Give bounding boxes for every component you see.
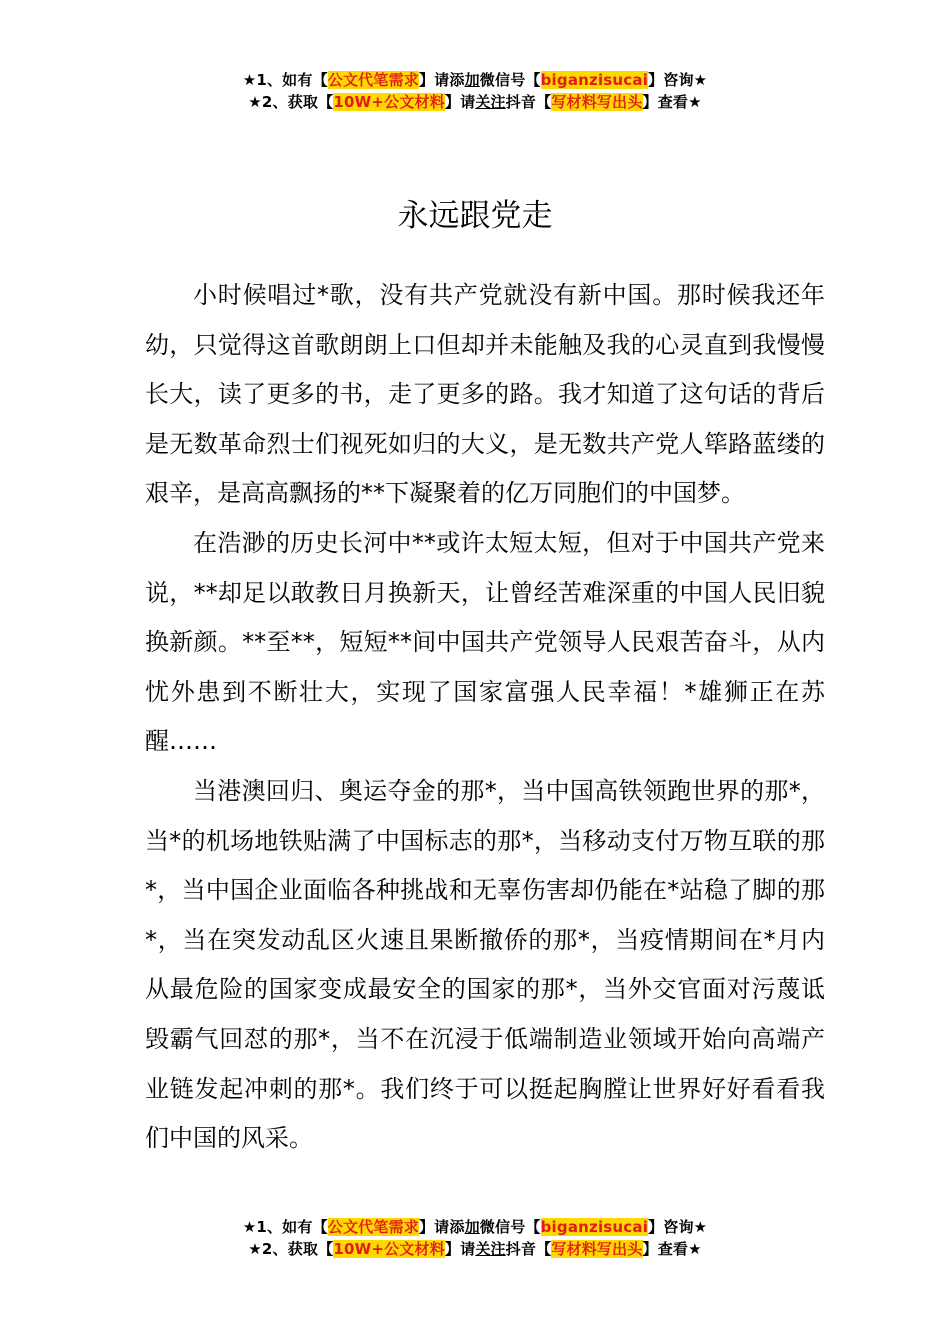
promo-highlight: 公文代笔需求 <box>327 1218 419 1236</box>
paragraph-2: 在浩渺的历史长河中**或许太短太短，但对于中国共产党来说，**却足以敢教日月换新天，让曾经苦难深重的中国人民旧貌换新颜。**至**，短短**间中国共产党领导人民艰苦奋斗，从内忧外患到不断壮大，实现了国家富强人民幸福！*雄狮正在苏醒…… <box>145 528 825 756</box>
paragraph-1: 小时候唱过*歌，没有共产党就没有新中国。那时候我还年幼，只觉得这首歌朗朗上口但却并未能触及我的心灵直到我慢慢长大，读了更多的书，走了更多的路。我才知道了这句话的背后是无数革命烈士们视死如归的大义，是无数共产党人筚路蓝缕的艰辛，是高高飘扬的**下凝聚着的亿万同胞们的中国梦。 <box>145 281 825 508</box>
promo-text: 】查看★ <box>642 93 702 111</box>
promo-underline: 关注 <box>475 1240 506 1258</box>
promo-text: ★2、获取【 <box>248 1240 334 1258</box>
promo-underline: 关注 <box>475 93 506 111</box>
paragraph-3: 当港澳回归、奥运夺金的那*，当中国高铁领跑世界的那*，当*的机场地铁贴满了中国标志的那*，当移动支付万物互联的那*，当中国企业面临各种挑战和无辜伤害却仍能在*站稳了脚的那*，当在突发动乱区火速且果断撤侨的那*，当疫情期间在*月内从最危险的国家变成最安全的国家的那*，当外交官面对污蔑诋毁霸气回怼的那*，当不在沉浸于低端制造业领域开始向高端产业链发起冲刺的那*。我们终于可以挺起胸膛让世界好好看看我们中国的风采。 <box>145 776 825 1153</box>
promo-wechat-id: biganzisucai <box>540 71 649 89</box>
promo-text: 】请添 <box>418 1218 465 1236</box>
promo-douyin-account: 写材料写出头 <box>551 1240 643 1258</box>
promo-text: ★1、如有【 <box>242 1218 328 1236</box>
promo-text: ★2、获取【 <box>248 93 334 111</box>
promo-text: 】请 <box>444 1240 476 1258</box>
promo-highlight: 公文代笔需求 <box>327 71 419 89</box>
footer-promo-banner <box>0 1216 950 1260</box>
promo-highlight: 10W+公文材料 <box>333 93 445 111</box>
promo-line-1 <box>0 69 950 91</box>
promo-text: 微信号【 <box>479 1218 541 1236</box>
promo-underline: 加 <box>464 1218 480 1236</box>
promo-douyin-account: 写材料写出头 <box>551 93 643 111</box>
promo-text: 】请 <box>444 93 476 111</box>
header-promo-banner <box>0 69 950 113</box>
promo-highlight: 10W+公文材料 <box>333 1240 445 1258</box>
promo-text: 】咨询★ <box>648 1218 708 1236</box>
promo-line-2 <box>0 91 950 113</box>
promo-line-1 <box>0 1216 950 1238</box>
promo-text: 抖音【 <box>505 1240 552 1258</box>
promo-line-2 <box>0 1238 950 1260</box>
document-body <box>145 271 825 1164</box>
promo-wechat-id: biganzisucai <box>540 1218 649 1236</box>
promo-text: 】请添 <box>418 71 465 89</box>
promo-text: 微信号【 <box>479 71 541 89</box>
promo-text: ★1、如有【 <box>242 71 328 89</box>
promo-text: 】查看★ <box>642 1240 702 1258</box>
document-title: 永远跟党走 <box>397 197 553 234</box>
promo-text: 抖音【 <box>505 93 552 111</box>
promo-text: 】咨询★ <box>648 71 708 89</box>
promo-underline: 加 <box>464 71 480 89</box>
